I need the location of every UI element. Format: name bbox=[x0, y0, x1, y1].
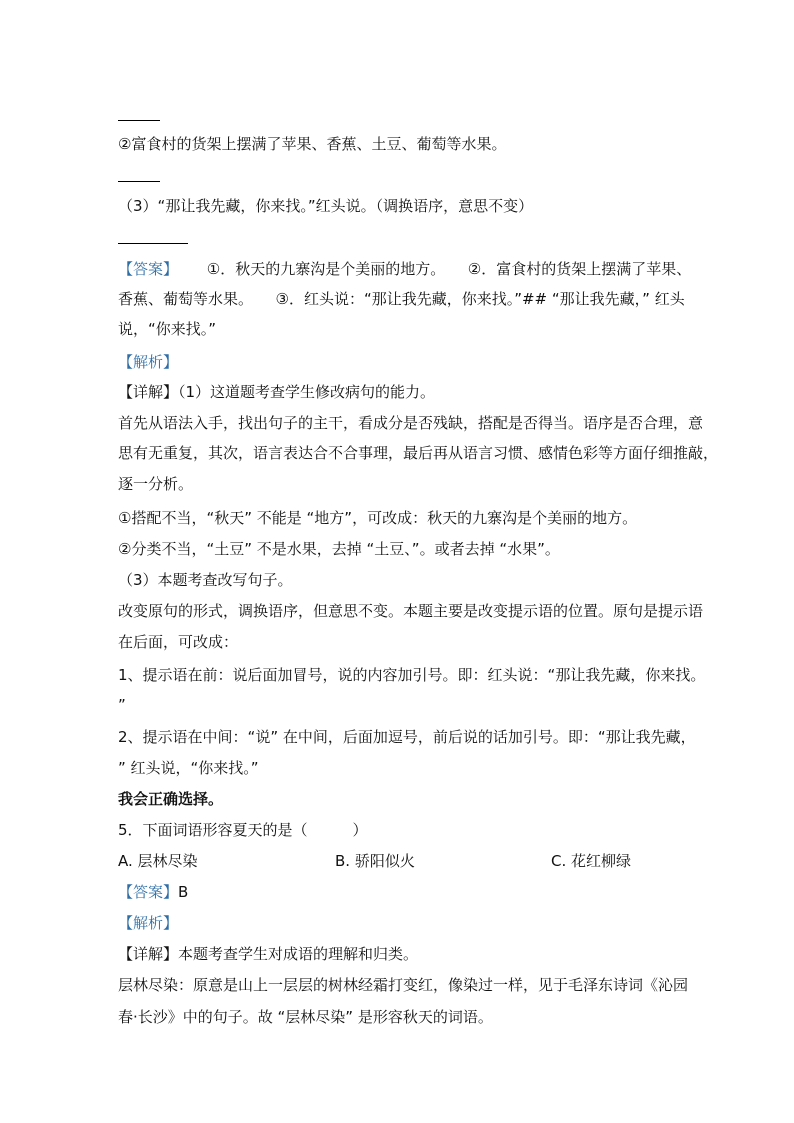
paragraph-line: ②分类不当，“土豆” 不是水果，去掉 “土豆、”。或者去掉 “水果”。 bbox=[118, 540, 560, 558]
answer-blank-3 bbox=[118, 243, 188, 244]
option-b: B. 骄阳似火 bbox=[335, 852, 415, 870]
answer-tag: 【答案】 bbox=[118, 883, 179, 901]
question-item-3: （3）“那让我先藏，你来找。”红头说。（调换语序，意思不变） bbox=[118, 197, 534, 215]
paragraph-line: ” bbox=[118, 696, 126, 714]
detail-line bbox=[118, 943, 418, 965]
answer-blank-1 bbox=[118, 120, 160, 121]
paragraph-line: （3）本题考查改写句子。 bbox=[118, 571, 293, 589]
detail-text: （1）这道题考查学生修改病句的能力。 bbox=[178, 383, 436, 401]
paragraph-line: 层林尽染：原意是山上一层层的树林经霜打变红，像染过一样，见于毛泽东诗词《沁园 bbox=[118, 976, 689, 994]
paragraph-line: 首先从语法入手，找出句子的主干，看成分是否残缺，搭配是否得当。语序是否合理，意 bbox=[118, 414, 704, 432]
question-item-2: ②富食村的货架上摆满了苹果、香蕉、土豆、葡萄等水果。 bbox=[118, 135, 507, 153]
analysis-tag: 【解析】 bbox=[118, 914, 179, 932]
detail-tag: 【详解】 bbox=[118, 945, 179, 963]
answer-tag: 【答案】 bbox=[118, 260, 179, 278]
section-title: 我会正确选择。 bbox=[118, 790, 224, 808]
question-5-stem: 5．下面词语形容夏天的是（ ） bbox=[118, 821, 368, 839]
answer-line-2: 香蕉、葡萄等水果。 ③．红头说：“那让我先藏，你来找。”## “那让我先藏，” 红头 bbox=[118, 290, 685, 308]
answer-line-1 bbox=[118, 258, 691, 280]
answer-line-3: 说，“你来找。” bbox=[118, 320, 217, 338]
paragraph-line: ” 红头说，“你来找。” bbox=[118, 759, 259, 777]
analysis-tag: 【解析】 bbox=[118, 353, 179, 371]
paragraph-line: ①搭配不当，“秋天” 不能是 “地方”，可改成：秋天的九寨沟是个美丽的地方。 bbox=[118, 509, 638, 527]
answer-line bbox=[118, 881, 188, 903]
answer-blank-2 bbox=[118, 181, 160, 182]
option-a: A. 层林尽染 bbox=[118, 852, 198, 870]
detail-tag: 【详解】 bbox=[118, 383, 179, 401]
paragraph-line: 2、提示语在中间：“说” 在中间，后面加逗号，前后说的话加引号。即：“那让我先藏， bbox=[118, 728, 696, 746]
option-c: C. 花红柳绿 bbox=[551, 852, 632, 870]
answer-value: B bbox=[178, 883, 189, 901]
paragraph-line: 春·长沙》中的句子。故 “层林尽染” 是形容秋天的词语。 bbox=[118, 1008, 493, 1026]
detail-line bbox=[118, 381, 435, 403]
paragraph-line: 逐一分析。 bbox=[118, 475, 194, 493]
paragraph-line: 改变原句的形式，调换语序，但意思不变。本题主要是改变提示语的位置。原句是提示语 bbox=[118, 602, 704, 620]
paragraph-line: 在后面，可改成： bbox=[118, 633, 239, 651]
answer-text: ①．秋天的九寨沟是个美丽的地方。 ②．富食村的货架上摆满了苹果、 bbox=[206, 260, 692, 278]
paragraph-line: 1、提示语在前：说后面加冒号，说的内容加引号。即：红头说：“那让我先藏，你来找。 bbox=[118, 666, 706, 684]
paragraph-line: 思有无重复，其次，语言表达合不合事理，最后再从语言习惯、感情色彩等方面仔细推敲， bbox=[118, 444, 719, 462]
detail-text: 本题考查学生对成语的理解和归类。 bbox=[178, 945, 419, 963]
